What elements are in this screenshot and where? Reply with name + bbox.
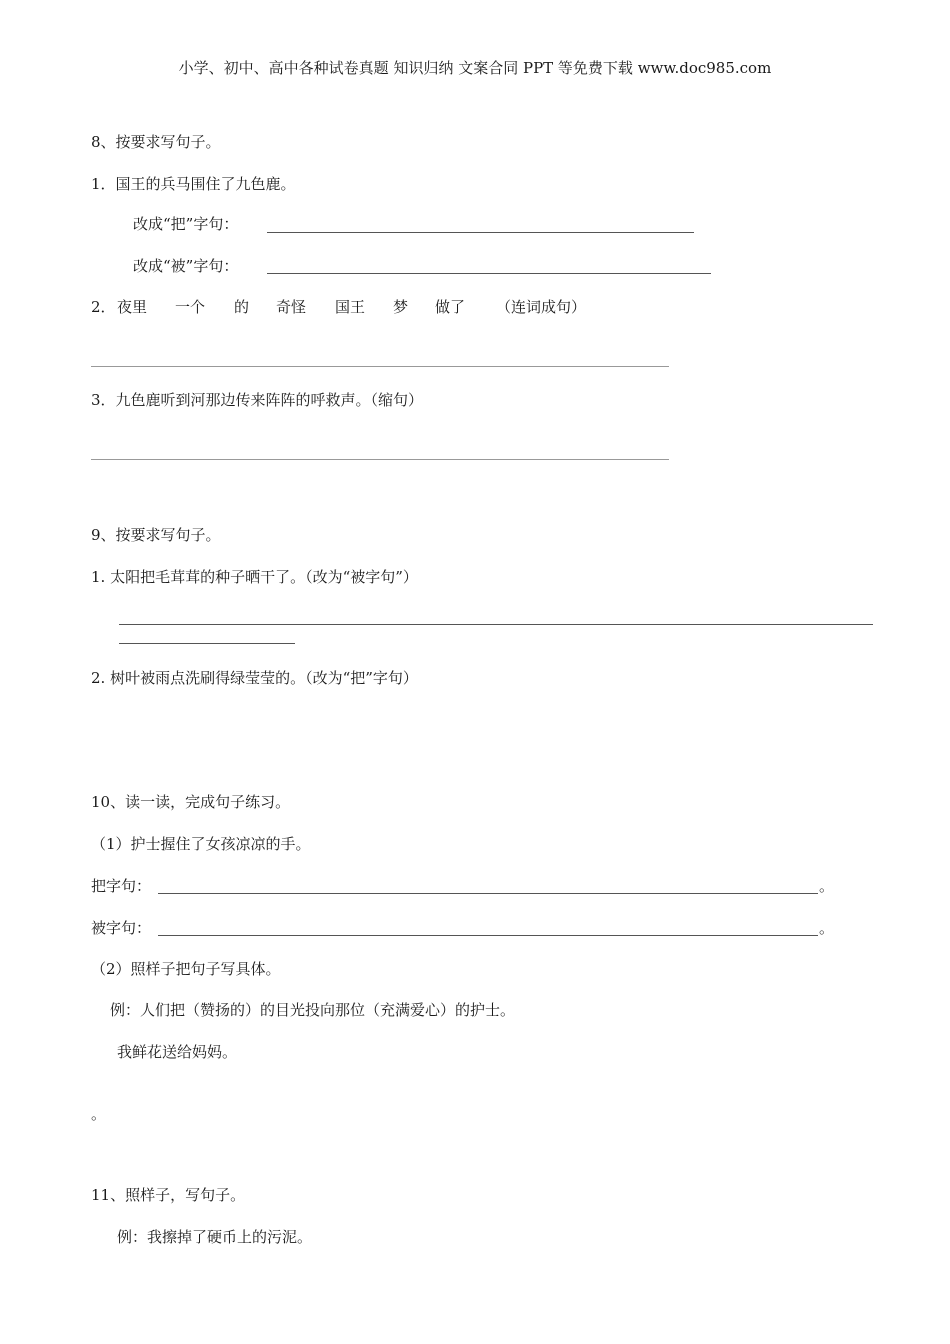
ba-answer-line[interactable]: [158, 893, 818, 894]
condense-answer-line[interactable]: [91, 459, 669, 460]
lone-period: 。: [91, 1105, 107, 1123]
question-9-title: 9、按要求写句子。: [91, 526, 221, 544]
page-header: 小学、初中、高中各种试卷真题 知识归纳 文案合同 PPT 等免费下载 www.doc985.com: [178, 59, 772, 77]
task-sentence: 我鲜花送给妈妈。: [117, 1043, 238, 1061]
ba-sentence-answer-line[interactable]: [267, 232, 694, 233]
word-order-answer-line[interactable]: [91, 366, 669, 367]
word-7: 做了: [435, 298, 466, 316]
question-8-title: 8、按要求写句子。: [91, 133, 221, 151]
word-2: 一个: [175, 298, 206, 316]
bei-sentence-label: 改成“被”字句：: [133, 257, 239, 275]
q9-answer-line-1b[interactable]: [119, 643, 295, 644]
question-8-item-2-number: 2．: [91, 298, 116, 316]
bei-end-mark: 。: [819, 919, 835, 937]
question-10-title: 10、读一读，完成句子练习。: [91, 793, 291, 811]
example-sentence: 例：人们把（赞扬的）的目光投向那位（充满爱心）的护士。: [110, 1001, 516, 1019]
question-11-title: 11、照样子，写句子。: [91, 1186, 246, 1204]
word-1: 夜里: [117, 298, 148, 316]
bei-label: 被字句：: [91, 919, 152, 937]
bei-answer-line[interactable]: [158, 935, 818, 936]
word-4: 奇怪: [276, 298, 307, 316]
question-10-sub-1: （1）护士握住了女孩凉凉的手。: [91, 835, 311, 853]
ba-sentence-label: 改成“把”字句：: [133, 215, 239, 233]
question-11-example: 例：我擦掉了硬币上的污泥。: [117, 1228, 313, 1246]
question-8-item-3: 3．九色鹿听到河那边传来阵阵的呼救声。（缩句）: [91, 391, 424, 409]
word-5: 国王: [335, 298, 366, 316]
bei-sentence-answer-line[interactable]: [267, 273, 711, 274]
word-3: 的: [234, 298, 250, 316]
ba-label: 把字句：: [91, 877, 152, 895]
question-8-item-1: 1．国王的兵马围住了九色鹿。: [91, 175, 296, 193]
question-10-sub-2: （2）照样子把句子写具体。: [91, 960, 281, 978]
word-6: 梦: [393, 298, 409, 316]
q9-answer-line-1[interactable]: [119, 624, 873, 625]
ba-end-mark: 。: [819, 877, 835, 895]
question-9-item-1: 1. 太阳把毛茸茸的种子晒干了。（改为“被字句”）: [91, 568, 418, 586]
word-order-instruction: （连词成句）: [496, 298, 587, 316]
question-9-item-2: 2. 树叶被雨点洗刷得绿莹莹的。（改为“把”字句）: [91, 669, 418, 687]
